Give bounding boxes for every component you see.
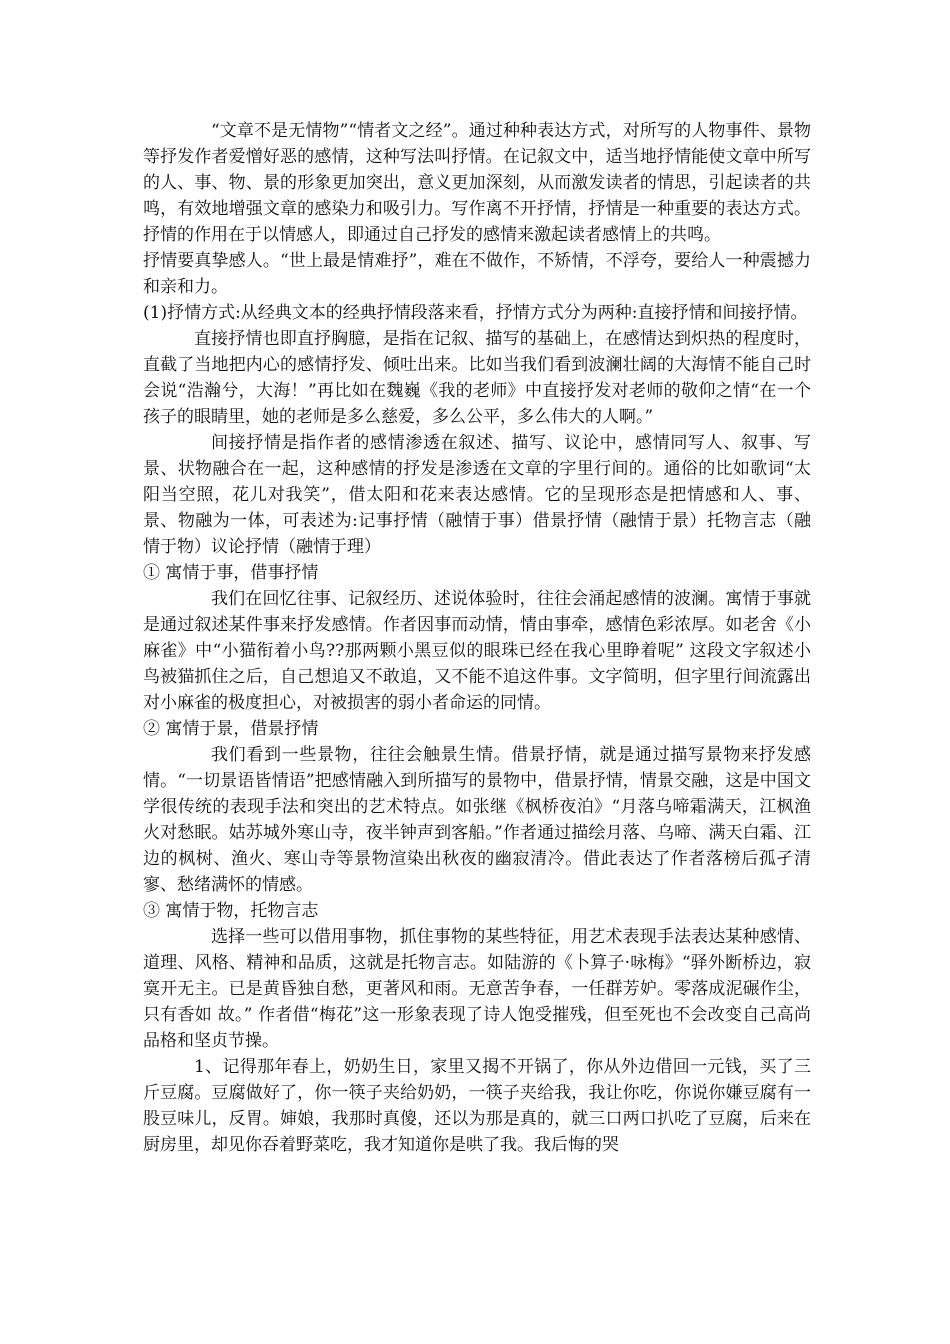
section-heading-object: ③ 寓情于物，托物言志 xyxy=(143,901,319,921)
paragraph-event: 我们在回忆往事、记叙经历、述说体验时，往往会涌起感情的波澜。寓情于事就是通过叙述某件事来抒发感情。作者因事而动情，情由事牵，感情色彩浓厚。如老舍《小麻雀》中“小猫衔着小鸟??那两颗小黑豆似的眼珠已经在我心里睁着呢” 这段文字叙述小鸟被猫抓住之后，自己想追又不敢追，又不能不追这件事。文字简明，但字里行间流露出对小麻雀的极度担心，对被损害的弱小者命运的同情。 xyxy=(143,589,811,713)
paragraph-example-1: 1、记得那年春上，奶奶生日，家里又揭不开锅了，你从外边借回一元钱，买了三斤豆腐。豆腐做好了，你一筷子夹给奶奶，一筷子夹给我，我让你吃，你说你嫌豆腐有一股豆味儿，反胃。婶娘，我那时真傻，还以为那是真的，就三口两口扒吃了豆腐，后来在厨房里，却见你吞着野菜吃，我才知道你是哄了我。我后悔的哭 xyxy=(143,1057,811,1155)
paragraph-indirect-lyricism: 间接抒情是指作者的感情渗透在叙述、描写、议论中，感情同写人、叙事、写景、状物融合在一起，这种感情的抒发是渗透在文章的字里行间的。通俗的比如歌词“太阳当空照，花儿对我笑”，借太阳和花来表达感情。它的呈现形态是把情感和人、事、景、物融为一体，可表述为:记事抒情（融情于事）借景抒情（融情于景）托物言志（融情于物）议论抒情（融情于理） xyxy=(143,433,811,557)
section-heading-scenery: ② 寓情于景，借景抒情 xyxy=(143,719,319,739)
section-heading-event: ① 寓情于事，借事抒情 xyxy=(143,563,319,583)
paragraph-lyricism-intro: “文章不是无情物”“情者文之经”。通过种种表达方式，对所写的人物事件、景物等抒发作者爱憎好恶的感情，这种写法叫抒情。在记叙文中，适当地抒情能使文章中所写的人、事、物、景的形象更加突出，意义更加深刻，从而激发读者的情思，引起读者的共鸣，有效地增强文章的感染力和吸引力。写作离不开抒情，抒情是一种重要的表达方式。抒情的作用在于以情感人，即通过自己抒发的感情来激起读者感情上的共鸣。 xyxy=(143,121,811,245)
document-body xyxy=(143,118,811,1158)
paragraph-object: 选择一些可以借用事物，抓住事物的某些特征，用艺术表现手法表达某种感情、道理、风格、精神和品质，这就是托物言志。如陆游的《卜算子·咏梅》“驿外断桥边，寂寞开无主。已是黄昏独自愁，更著风和雨。无意苦争春，一任群芳妒。零落成泥碾作尘，只有香如 故。” 作者借“梅花”这一形象表现了诗人饱受摧残，但至死也不会改变自己高尚品格和坚贞节操。 xyxy=(143,927,811,1051)
paragraph-methods: (1)抒情方式:从经典文本的经典抒情段落来看，抒情方式分为两种:直接抒情和间接抒情。 xyxy=(143,303,808,323)
paragraph-sincerity: 抒情要真挚感人。“世上最是情难抒”，难在不做作，不矫情，不浮夸，要给人一种震撼力和亲和力。 xyxy=(143,251,811,297)
paragraph-scenery: 我们看到一些景物，往往会触景生情。借景抒情，就是通过描写景物来抒发感情。“一切景语皆情语”把感情融入到所描写的景物中，借景抒情，情景交融，这是中国文学很传统的表现手法和突出的艺术特点。如张继《枫桥夜泊》“月落乌啼霜满天，江枫渔火对愁眠。姑苏城外寒山寺，夜半钟声到客船。”作者通过描绘月落、乌啼、满天白霜、江边的枫树、渔火、寒山寺等景物渲染出秋夜的幽寂清冷。借此表达了作者落榜后孤孑清寥、愁绪满怀的情感。 xyxy=(143,745,811,895)
paragraph-direct-lyricism: 直接抒情也即直抒胸臆，是指在记叙、描写的基础上，在感情达到炽热的程度时，直截了当地把内心的感情抒发、倾吐出来。比如当我们看到波澜壮阔的大海情不能自己时会说“浩瀚兮，大海！”再比如在魏巍《我的老师》中直接抒发对老师的敬仰之情“在一个孩子的眼睛里，她的老师是多么慈爱，多么公平，多么伟大的人啊。” xyxy=(143,329,811,427)
